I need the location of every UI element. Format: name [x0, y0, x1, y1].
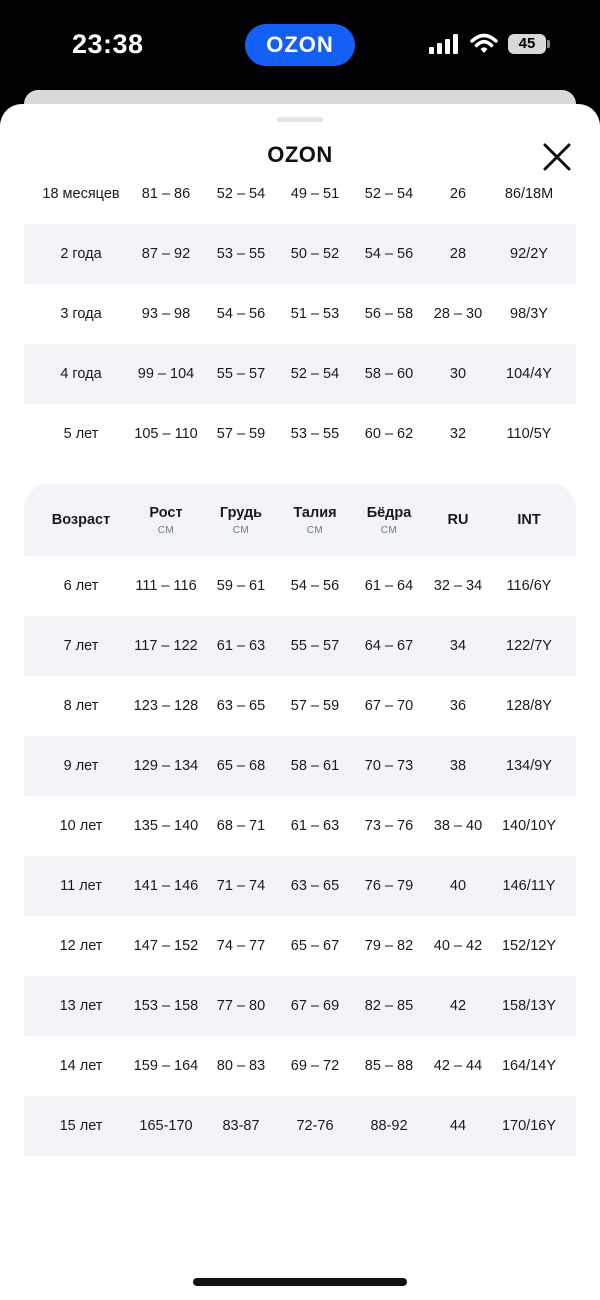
table-cell: 18 месяцев [42, 186, 120, 202]
table-cell: 79 – 82 [364, 938, 414, 954]
table-row [24, 556, 576, 616]
table-row [24, 164, 576, 224]
column-header-ru: RU [447, 512, 469, 528]
table-header-row [24, 484, 576, 556]
table-cell: 93 – 98 [141, 306, 191, 322]
table-cell: 92/2Y [510, 246, 548, 262]
table-cell: 128/8Y [506, 698, 552, 714]
table-cell: 85 – 88 [364, 1058, 414, 1074]
table-cell: 164/14Y [501, 1058, 557, 1074]
table-cell: 67 – 69 [290, 998, 340, 1014]
table-cell: 28 – 30 [433, 306, 483, 322]
table-cell: 56 – 58 [364, 306, 414, 322]
table-cell: 52 – 54 [290, 366, 340, 382]
table-cell: 13 лет [59, 998, 103, 1014]
table-cell: 153 – 158 [133, 998, 199, 1014]
table-cell: 5 лет [63, 426, 99, 442]
app-pill[interactable]: OZON [245, 24, 355, 66]
table-cell: 51 – 53 [290, 306, 340, 322]
table-row [24, 976, 576, 1036]
table-cell: 42 – 44 [433, 1058, 483, 1074]
table-cell: 116/6Y [506, 578, 552, 594]
table-cell: 61 – 63 [216, 638, 266, 654]
table-cell: 26 [449, 186, 467, 202]
column-header-height: Рост СМ [149, 504, 183, 536]
table-row [24, 856, 576, 916]
table-row [24, 344, 576, 404]
table-cell: 6 лет [63, 578, 99, 594]
table-cell: 170/16Y [501, 1118, 557, 1134]
table-cell: 72-76 [296, 1118, 334, 1134]
table-cell: 15 лет [59, 1118, 103, 1134]
table-cell: 68 – 71 [216, 818, 266, 834]
size-table [24, 164, 576, 1156]
table-cell: 52 – 54 [364, 186, 414, 202]
table-cell: 122/7Y [506, 638, 552, 654]
table-cell: 54 – 56 [216, 306, 266, 322]
table-cell: 152/12Y [501, 938, 557, 954]
table-cell: 81 – 86 [141, 186, 191, 202]
table-cell: 9 лет [63, 758, 99, 774]
table-cell: 54 – 56 [290, 578, 340, 594]
table-cell: 57 – 59 [290, 698, 340, 714]
table-cell: 140/10Y [501, 818, 557, 834]
status-time: 23:38 [72, 29, 144, 59]
sheet-title: OZON [267, 142, 333, 167]
table-cell: 165-170 [139, 1118, 193, 1134]
table-cell: 7 лет [63, 638, 99, 654]
table-cell: 44 [449, 1118, 467, 1134]
table-cell: 67 – 70 [364, 698, 414, 714]
table-cell: 58 – 61 [290, 758, 340, 774]
table-cell: 146/11Y [502, 878, 556, 894]
table-cell: 135 – 140 [133, 818, 199, 834]
table-row [24, 616, 576, 676]
table-row [24, 916, 576, 976]
table-cell: 71 – 74 [216, 878, 266, 894]
table-cell: 32 – 34 [433, 578, 483, 594]
table-cell: 77 – 80 [216, 998, 266, 1014]
table-cell: 54 – 56 [364, 246, 414, 262]
table-cell: 83-87 [222, 1118, 260, 1134]
column-header-waist: Талия СМ [293, 504, 337, 536]
signal-icon [429, 34, 461, 54]
table-cell: 34 [449, 638, 467, 654]
table-row [24, 676, 576, 736]
table-cell: 53 – 55 [216, 246, 266, 262]
table-cell: 58 – 60 [364, 366, 414, 382]
table-cell: 50 – 52 [290, 246, 340, 262]
table-cell: 147 – 152 [133, 938, 199, 954]
table-cell: 57 – 59 [216, 426, 266, 442]
table-row [24, 736, 576, 796]
table-cell: 12 лет [59, 938, 103, 954]
table-gap [24, 464, 576, 484]
battery-cap [547, 40, 550, 48]
table-cell: 65 – 68 [216, 758, 266, 774]
table-cell: 53 – 55 [290, 426, 340, 442]
table-cell: 59 – 61 [216, 578, 266, 594]
table-cell: 104/4Y [506, 366, 552, 382]
table-row [24, 1036, 576, 1096]
table-cell: 111 – 116 [135, 578, 197, 594]
drag-handle[interactable] [277, 117, 323, 122]
table-cell: 32 [449, 426, 467, 442]
battery-icon: 45 [508, 34, 546, 54]
table-cell: 141 – 146 [133, 878, 199, 894]
table-cell: 55 – 57 [290, 638, 340, 654]
table-cell: 82 – 85 [364, 998, 414, 1014]
table-cell: 49 – 51 [290, 186, 340, 202]
table-cell: 105 – 110 [134, 426, 198, 442]
table-cell: 110/5Y [506, 426, 552, 442]
table-row [24, 796, 576, 856]
wifi-icon [470, 33, 498, 55]
table-cell: 158/13Y [501, 998, 557, 1014]
table-cell: 80 – 83 [216, 1058, 266, 1074]
table-cell: 38 – 40 [433, 818, 483, 834]
table-row [24, 284, 576, 344]
table-cell: 134/9Y [506, 758, 552, 774]
table-cell: 73 – 76 [364, 818, 414, 834]
table-cell: 65 – 67 [290, 938, 340, 954]
table-cell: 36 [449, 698, 467, 714]
table-cell: 88-92 [370, 1118, 408, 1134]
table-cell: 129 – 134 [133, 758, 199, 774]
table-cell: 87 – 92 [141, 246, 191, 262]
table-cell: 11 лет [60, 878, 102, 894]
table-cell: 28 [449, 246, 467, 262]
table-cell: 98/3Y [510, 306, 548, 322]
table-cell: 123 – 128 [133, 698, 199, 714]
table-cell: 2 года [60, 246, 102, 262]
status-bar [0, 0, 600, 92]
table-cell: 30 [449, 366, 467, 382]
table-cell: 64 – 67 [364, 638, 414, 654]
column-header-chest: Грудь СМ [219, 504, 263, 536]
table-cell: 61 – 63 [290, 818, 340, 834]
table-cell: 60 – 62 [364, 426, 414, 442]
column-header-age: Возраст [51, 512, 111, 528]
table-row [24, 1096, 576, 1156]
table-row [24, 404, 576, 464]
table-cell: 74 – 77 [216, 938, 266, 954]
table-cell: 63 – 65 [290, 878, 340, 894]
table-cell: 55 – 57 [216, 366, 266, 382]
size-chart-sheet [0, 104, 600, 1300]
home-indicator[interactable] [193, 1278, 407, 1286]
table-cell: 3 года [60, 306, 102, 322]
table-cell: 86/18M [504, 186, 554, 202]
table-row [24, 224, 576, 284]
table-cell: 42 [449, 998, 467, 1014]
table-cell: 76 – 79 [364, 878, 414, 894]
table-cell: 14 лет [59, 1058, 103, 1074]
table-cell: 159 – 164 [133, 1058, 199, 1074]
column-header-int: INT [517, 512, 541, 528]
column-header-hips: Бёдра СМ [366, 504, 412, 536]
table-cell: 8 лет [63, 698, 99, 714]
table-cell: 117 – 122 [134, 638, 198, 654]
table-cell: 69 – 72 [290, 1058, 340, 1074]
table-cell: 10 лет [59, 818, 103, 834]
table-cell: 38 [449, 758, 467, 774]
table-cell: 61 – 64 [364, 578, 414, 594]
size-table-bottom [24, 556, 576, 1156]
table-cell: 40 – 42 [433, 938, 483, 954]
table-cell: 70 – 73 [364, 758, 414, 774]
table-cell: 99 – 104 [137, 366, 195, 382]
table-cell: 52 – 54 [216, 186, 266, 202]
table-cell: 4 года [60, 366, 102, 382]
table-cell: 40 [449, 878, 467, 894]
size-table-top [24, 164, 576, 464]
table-cell: 63 – 65 [216, 698, 266, 714]
